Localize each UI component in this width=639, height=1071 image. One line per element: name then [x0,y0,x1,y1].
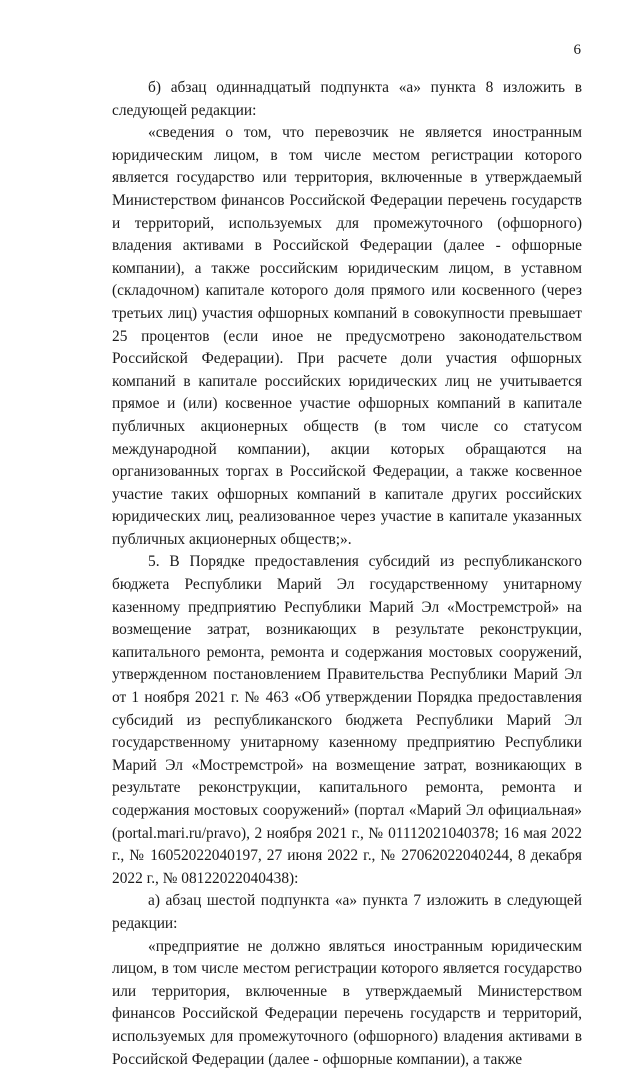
paragraph-quote-enterprise: «предприятие не должно являться иностранным юридическим лицом, в том числе местом регистрации которого является государство или территория, включенные в утверждаемый Министерством финансов Российской Федерации перечень государств и территорий, используемых для промежуточного (офшорного) владения активами в Российской Федерации (далее - офшорные компании), а также [112,937,582,1068]
page-number: 6 [573,42,581,58]
paragraph-amendment-b: б) абзац одиннадцатый подпункта «а» пункта 8 изложить в следующей редакции: [112,79,582,119]
paragraph-item-5: 5. В Порядке предоставления субсидий из республиканского бюджета Республики Марий Эл государственному унитарному казенному предприятию Республики Марий Эл «Мостремстрой» на возмещение затрат, возникающих в результате реконструкции, капитального ремонта, ремонта и содержания мостовых сооружений, утвержденном постановлением Правительства Республики Марий Эл от 1 ноября 2021 г. № 463 «Об утверждении Порядка предоставления субсидий из республиканского бюджета Республики Марий Эл государственному унитарному казенному предприятию Республики Марий Эл «Мостремстрой» на возмещение затрат, возникающих в результате реконструкции, капитального ремонта, ремонта и содержания мостовых сооружений» (портал «Марий Эл официальная» (portal.mari.ru/pravo), 2 ноября 2021 г., № 01112021040378; 16 мая 2022 г., № 16052022040197, 27 июня 2022 г., № 27062022040244, 8 декабря 2022 г., № 08122022040438): [112,553,582,887]
paragraph-quote-offshore-carrier: «сведения о том, что перевозчик не является иностранным юридическим лицом, в том числе местом регистрации которого является государство или территория, включенные в утверждаемый Министерством финансов Российской Федерации перечень государств и территорий, используемых для промежуточного (офшорного) владения активами в Российской Федерации (далее - офшорные компании), а также российским юридическим лицом, в уставном (складочном) капитале которого доля прямого или косвенного (через третьих лиц) участия офшорных компаний в совокупности превышает 25 процентов (если иное не предусмотрено законодательством Российской Федерации). При расчете доли участия офшорных компаний в капитале российских юридических лиц не учитывается прямое и (или) косвенное участие офшорных компаний в капитале публичных акционерных обществ (в том числе со статусом международной компании), акции которых обращаются на организованных торгах в Российской Федерации, а также косвенное участие таких офшорных компаний в капитале других российских юридических лиц, реализованное через участие в капитале указанных публичных акционерных обществ;». [112,124,582,548]
paragraph-amendment-a: а) абзац шестой подпункта «а» пункта 7 изложить в следующей редакции: [112,892,582,932]
document-body [112,77,582,1071]
